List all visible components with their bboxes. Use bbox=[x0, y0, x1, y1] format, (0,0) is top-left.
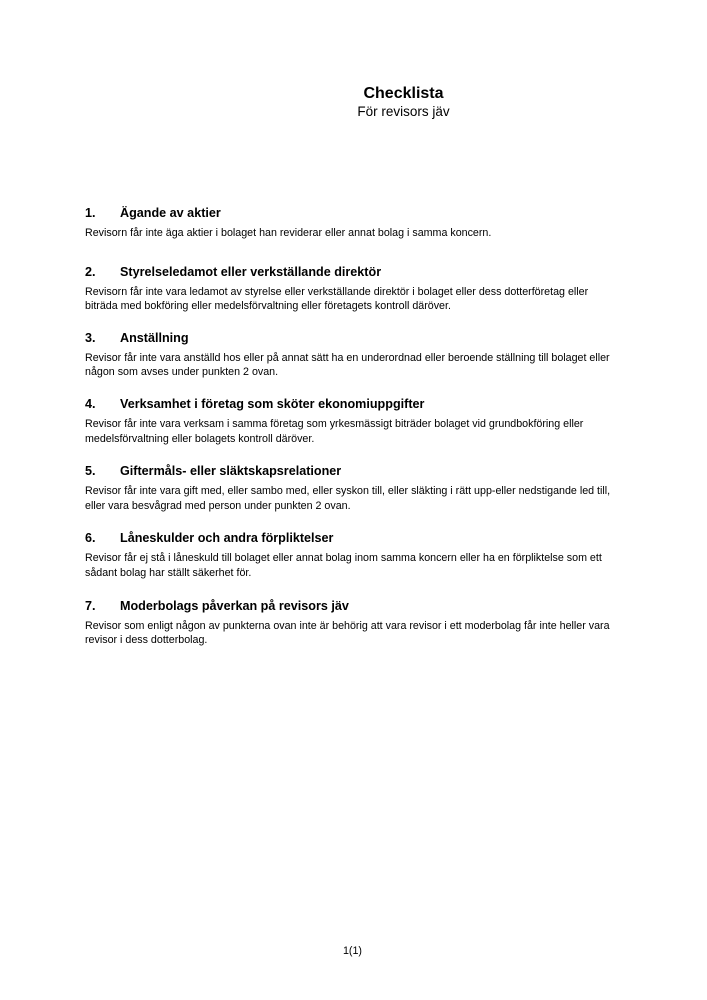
title-inner bbox=[357, 84, 449, 120]
section-6-title: Låneskulder och andra förpliktelser bbox=[120, 531, 334, 546]
section-4-body: Revisor får inte vara verksam i samma företag som yrkesmässigt biträder bolaget vid grundbokföring eller medelsförvaltning eller bolagets kontroll däröver. bbox=[85, 417, 584, 445]
section-5-title: Giftermåls- eller släktskapsrelationer bbox=[120, 464, 342, 479]
section-5-number: 5. bbox=[85, 464, 96, 479]
page-footer bbox=[0, 941, 707, 959]
section-3-body: Revisor får inte vara anställd hos eller på annat sätt ha en underordnad eller beroende ställning till bolaget eller någon som avses under punkten 2 ovan. bbox=[85, 351, 610, 379]
section-3-number: 3. bbox=[85, 330, 96, 345]
section-1-number: 1. bbox=[85, 206, 96, 220]
section-5 bbox=[85, 463, 622, 513]
section-7-body: Revisor som enligt någon av punkterna ovan inte är behörig att vara revisor i ett moderbolag får inte heller vara revisor i dess dotterbolag. bbox=[85, 619, 610, 647]
section-3 bbox=[85, 330, 622, 380]
section-1 bbox=[85, 205, 622, 241]
section-6 bbox=[85, 530, 622, 580]
section-2-number: 2. bbox=[85, 264, 96, 279]
section-3-heading bbox=[85, 330, 622, 347]
page-title: Checklista bbox=[363, 85, 444, 102]
section-6-body: Revisor får ej stå i låneskuld till bolaget eller annat bolag inom samma koncern eller ha en förpliktelse som ett sådant bolag har ställt säkerhet för. bbox=[85, 552, 602, 579]
section-1-heading bbox=[85, 205, 622, 222]
section-2-body: Revisorn får inte vara ledamot av styrelse eller verkställande direktör i bolaget eller dess dotterföretag eller biträda med bokföring eller medelsförvaltning eller företagets kontroll däröver. bbox=[85, 285, 589, 313]
section-7-heading bbox=[85, 598, 622, 615]
section-5-heading bbox=[85, 463, 622, 480]
section-4-number: 4. bbox=[85, 396, 96, 411]
section-4-title: Verksamhet i företag som sköter ekonomiuppgifter bbox=[120, 396, 425, 411]
section-2-heading bbox=[85, 264, 622, 281]
section-4-heading bbox=[85, 396, 622, 413]
section-3-title: Anställning bbox=[120, 330, 189, 345]
section-7-title: Moderbolags påverkan på revisors jäv bbox=[120, 598, 349, 613]
section-2 bbox=[85, 264, 622, 314]
section-1-title: Ägande av aktier bbox=[120, 206, 221, 220]
section-2-title: Styrelseledamot eller verkställande direktör bbox=[120, 264, 382, 279]
page-subtitle: För revisors jäv bbox=[357, 104, 450, 119]
section-6-number: 6. bbox=[85, 531, 96, 546]
section-7 bbox=[85, 598, 622, 648]
section-4 bbox=[85, 396, 622, 446]
section-5-body: Revisor får inte vara gift med, eller sambo med, eller syskon till, eller släkting i rätt upp-eller nedstigande led till, eller vara besvågrad med person under punkten 2 ovan. bbox=[85, 485, 611, 512]
document-content bbox=[85, 205, 622, 648]
document-title-block bbox=[0, 84, 707, 121]
section-6-heading bbox=[85, 530, 622, 547]
section-1-body: Revisorn får inte äga aktier i bolaget han reviderar eller annat bolag i samma koncern. bbox=[85, 227, 492, 239]
page-number: 1(1) bbox=[342, 945, 362, 957]
section-7-number: 7. bbox=[85, 598, 96, 613]
